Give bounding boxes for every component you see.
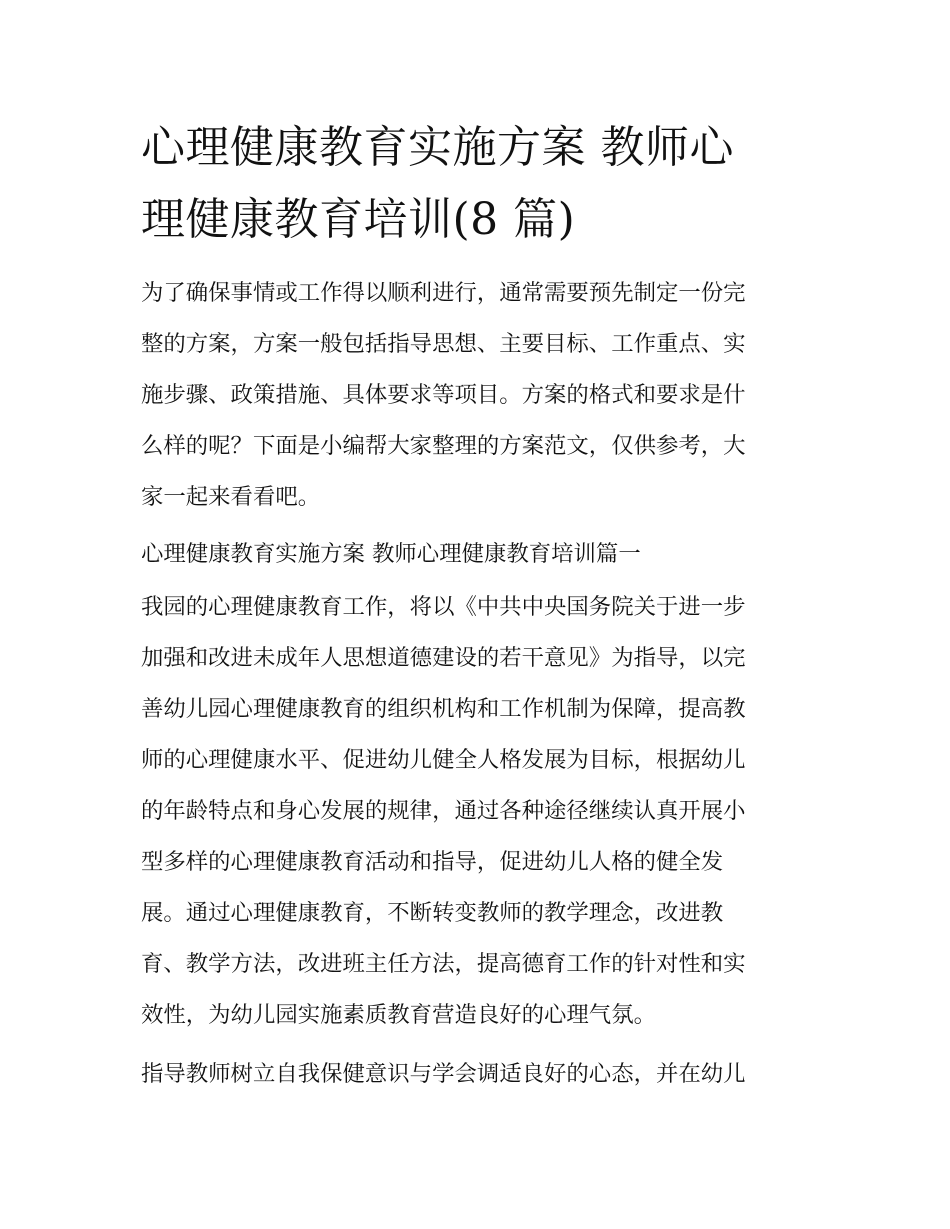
intro-line: 施步骤、政策措施、具体要求等项目。方案的格式和要求是什 — [141, 382, 746, 408]
body-paragraph-1 — [141, 582, 813, 1041]
title-line-1: 心理健康教育实施方案 教师心 — [141, 122, 734, 173]
document-page — [141, 112, 813, 1100]
body-line: 型多样的心理健康教育活动和指导，促进幼儿人格的健全发 — [141, 849, 724, 875]
body-line: 加强和改进未成年人思想道德建设的若干意见》为指导，以完 — [141, 645, 746, 671]
body-line: 育、教学方法，改进班主任方法，提高德育工作的针对性和实 — [141, 951, 746, 977]
intro-line: 么样的呢？下面是小编帮大家整理的方案范文，仅供参考，大 — [141, 433, 746, 459]
intro-line: 整的方案，方案一般包括指导思想、主要目标、工作重点、实 — [141, 331, 746, 357]
intro-line: 为了确保事情或工作得以顺利进行，通常需要预先制定一份完 — [141, 280, 746, 306]
body-line: 展。通过心理健康教育，不断转变教师的教学理念，改进教 — [141, 900, 724, 926]
section-heading: 心理健康教育实施方案 教师心理健康教育培训篇一 — [141, 541, 641, 567]
body-line: 的年龄特点和身心发展的规律，通过各种途径继续认真开展小 — [141, 798, 746, 824]
intro-paragraph — [141, 268, 813, 523]
body-line: 效性，为幼儿园实施素质教育营造良好的心理气氛。 — [141, 1002, 656, 1028]
body-paragraph-2 — [141, 1049, 813, 1100]
body-line: 指导教师树立自我保健意识与学会调适良好的心态，并在幼儿 — [141, 1061, 746, 1087]
intro-line: 家一起来看看吧。 — [141, 484, 321, 510]
body-line: 我园的心理健康教育工作，将以《中共中央国务院关于进一步 — [141, 594, 746, 620]
document-title — [141, 112, 813, 256]
body-line: 师的心理健康水平、促进幼儿健全人格发展为目标，根据幼儿 — [141, 747, 746, 773]
title-line-2: 理健康教育培训(8 篇) — [141, 194, 576, 245]
body-line: 善幼儿园心理健康教育的组织机构和工作机制为保障，提高教 — [141, 696, 746, 722]
